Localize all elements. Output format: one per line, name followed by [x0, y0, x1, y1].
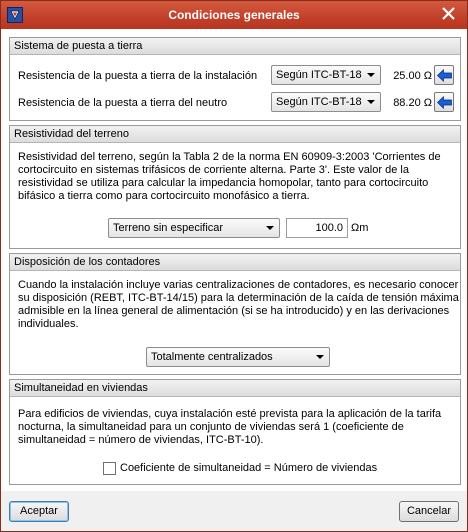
dialog-footer [1, 491, 467, 531]
arrow-left-icon [437, 96, 452, 109]
grounding-installation-select[interactable] [271, 65, 381, 85]
dialog-body [5, 29, 463, 491]
meters-line: su disposición (REBT, ITC-BT-14/15) para la determinación de la caída de tensión máxima [18, 292, 459, 304]
resistivity-line: resistividad se utiliza para calcular la impedancia homopolar, tanto para cortocircuito [18, 177, 429, 189]
grounding-neutral-value: 88.20 Ω [393, 97, 432, 109]
resistivity-group-header: Resistividad del terreno [10, 126, 460, 143]
soil-type-select[interactable] [108, 218, 280, 238]
meters-line: individuales. [18, 318, 79, 330]
cancel-button[interactable]: Cancelar [399, 501, 459, 522]
grounding-installation-arrow-button[interactable] [434, 65, 454, 85]
chevron-down-icon [367, 73, 375, 77]
grounding-neutral-select-value: Según ITC-BT-18 [276, 96, 362, 108]
simultaneity-line: nocturna, la simultaneidad para un conjunto de viviendas será 1 (coeficiente de [18, 421, 404, 433]
meters-arrangement-select[interactable] [146, 347, 330, 367]
meters-arrangement-select-value: Totalmente centralizados [151, 351, 273, 363]
grounding-neutral-arrow-button[interactable] [434, 92, 454, 112]
chevron-down-icon [316, 355, 324, 359]
resistivity-line: cortocircuito en sistemas trifásicos de corriente alterna. Parte 3'. Este valor de la [18, 164, 409, 176]
title-bar[interactable] [1, 1, 467, 29]
resistivity-group [9, 125, 461, 249]
close-button[interactable] [435, 3, 463, 25]
meters-group-header: Disposición de los contadores [10, 254, 460, 271]
grounding-group [9, 37, 461, 121]
simultaneity-line: Para edificios de viviendas, cuya instalación esté prevista para la aplicación de la tarifa [18, 408, 442, 420]
chevron-down-icon [266, 226, 274, 230]
arrow-left-icon [437, 69, 452, 82]
grounding-group-header: Sistema de puesta a tierra [10, 38, 460, 55]
chevron-down-icon [367, 100, 375, 104]
soil-type-select-value: Terreno sin especificar [113, 222, 224, 234]
simultaneity-group [9, 379, 461, 485]
grounding-installation-label: Resistencia de la puesta a tierra de la instalación [18, 70, 258, 82]
simultaneity-checkbox[interactable] [103, 462, 116, 475]
simultaneity-checkbox-label[interactable]: Coeficiente de simultaneidad = Número de viviendas [120, 462, 378, 474]
simultaneity-line: simultaneidad = número de viviendas, ITC-BT-10). [18, 434, 264, 446]
meters-line: Cuando la instalación incluye varias centralizaciones de contadores, es necesario conocer [18, 279, 459, 291]
resistivity-unit-label: Ωm [351, 222, 369, 234]
resistivity-line: bifásico a tierra como para cortocircuito monofásico a tierra. [18, 190, 310, 202]
grounding-installation-select-value: Según ITC-BT-18 [276, 69, 362, 81]
resistivity-value-input[interactable]: 100.0 [286, 218, 348, 238]
meters-group [9, 253, 461, 375]
window-title: Condiciones generales [168, 8, 300, 22]
grounding-neutral-select[interactable] [271, 92, 381, 112]
accept-button[interactable]: Aceptar [9, 501, 69, 522]
grounding-installation-value: 25.00 Ω [393, 70, 432, 82]
close-icon [442, 7, 455, 20]
grounding-neutral-label: Resistencia de la puesta a tierra del neutro [18, 97, 228, 109]
meters-line: admisible en la línea general de alimentación (si se ha introducido) y en las derivaciones [18, 305, 450, 317]
simultaneity-group-header: Simultaneidad en viviendas [10, 380, 460, 397]
resistivity-line: Resistividad del terreno, según la Tabla 2 de la norma EN 60909-3:2003 'Corrientes de [18, 151, 441, 163]
